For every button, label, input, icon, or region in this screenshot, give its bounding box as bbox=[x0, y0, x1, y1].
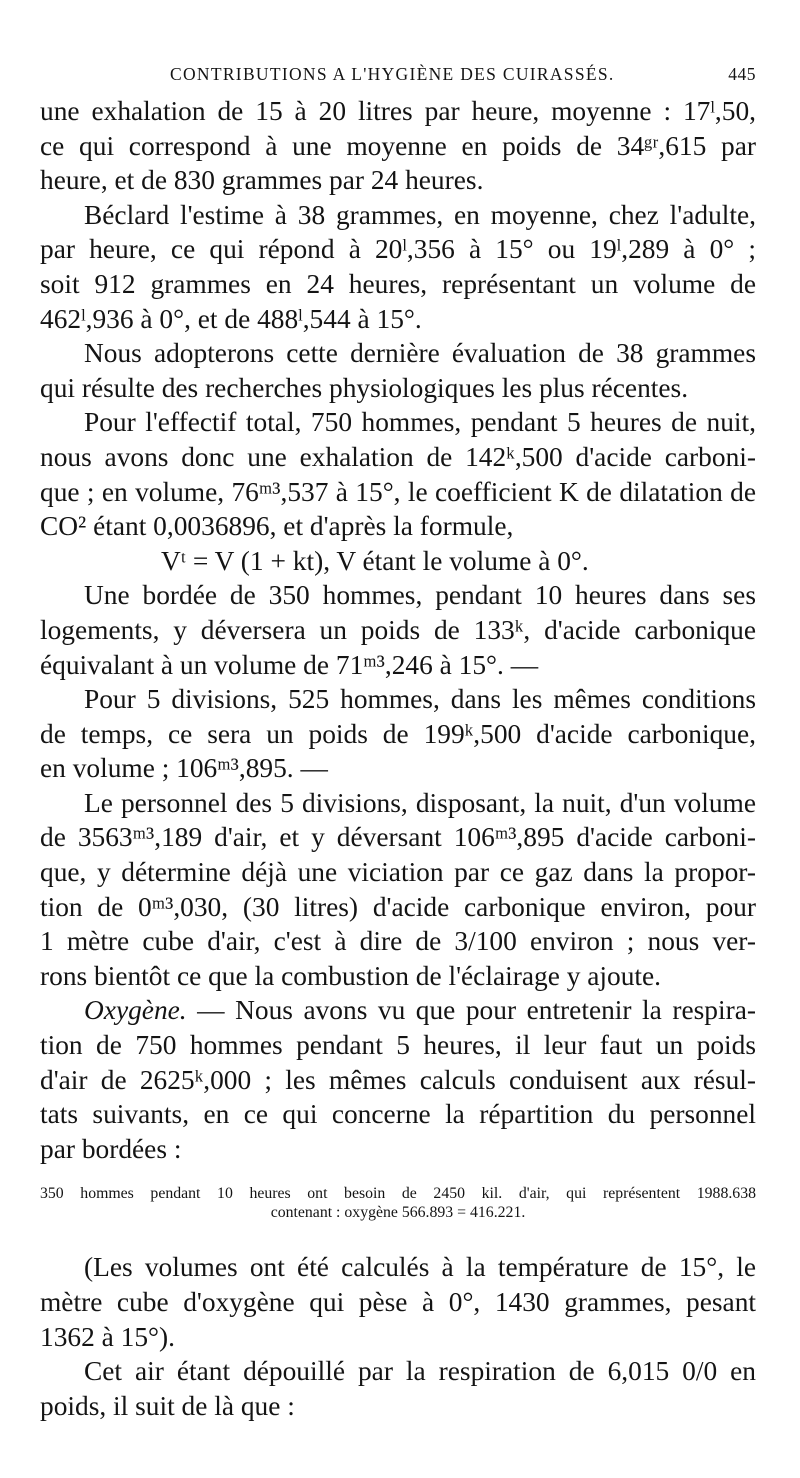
text-line: que ; en volume, 76ᵐ³,537 à 15°, le coefficient K de dilatation de bbox=[40, 476, 756, 507]
paragraph-beclard bbox=[40, 198, 756, 336]
page-body bbox=[40, 94, 756, 1423]
header-title: CONTRIBUTIONS A L'HYGIÈNE DES CUIRASSÉS. bbox=[170, 64, 615, 84]
text-line: 1 mètre cube d'air, c'est à dire de 3/100 environ ; nous ver- bbox=[40, 926, 756, 957]
text-line: Pour 5 divisions, 525 hommes, dans les mêmes conditions bbox=[84, 684, 756, 715]
text-line: 462ˡ,936 à 0°, et de 488ˡ,544 à 15°. bbox=[40, 303, 422, 334]
text-line: que, y détermine déjà une viciation par ce gaz dans la propor- bbox=[40, 857, 756, 888]
text-line: logements, y déversera un poids de 133ᵏ, d'acide carbonique bbox=[40, 614, 756, 645]
text-line: équivalant à un volume de 71ᵐ³,246 à 15°. — bbox=[40, 649, 539, 680]
text-line: de 3563ᵐ³,189 d'air, et y déversant 106ᵐ³,895 d'acide carboni- bbox=[40, 822, 756, 853]
text-line: tion de 0ᵐ³,030, (30 litres) d'acide carbonique environ, pour bbox=[40, 891, 756, 922]
text-line: en volume ; 106ᵐ³,895. — bbox=[40, 753, 328, 784]
text-line: d'air de 2625ᵏ,000 ; les mêmes calculs conduisent aux résul- bbox=[40, 1064, 756, 1095]
text-line: CO² étant 0,0036896, et d'après la formule, bbox=[40, 511, 514, 542]
text-run: — Nous avons vu que pour entretenir la respira- bbox=[186, 995, 756, 1026]
book-page bbox=[40, 64, 756, 1423]
text-line: tion de 750 hommes pendant 5 heures, il leur faut un poids bbox=[40, 1030, 756, 1061]
text-line: Le personnel des 5 divisions, disposant, la nuit, d'un volume bbox=[84, 787, 756, 818]
paragraph-oxygene bbox=[40, 993, 756, 1166]
italic-heading: Oxygène. bbox=[84, 995, 187, 1026]
formula: Vᵗ = V (1 + kt), V étant le volume à 0°. bbox=[161, 545, 589, 576]
text-line: Cet air étant dépouillé par la respiration de 6,015 0/0 en bbox=[84, 1356, 756, 1387]
paragraph-volumes bbox=[40, 1250, 756, 1354]
text-line: soit 912 grammes en 24 heures, représentant un volume de bbox=[40, 268, 756, 299]
text-line: par bordées : bbox=[40, 1133, 182, 1164]
text-line: qui résulte des recherches physiologiques les plus récentes. bbox=[40, 372, 689, 403]
text-line: Pour l'effectif total, 750 hommes, pendant 5 heures de nuit, bbox=[84, 407, 756, 438]
note-line: contenant : oxygène 566.893 = 416.221. bbox=[270, 1204, 526, 1222]
text-line: Béclard l'estime à 38 grammes, en moyenne, chez l'adulte, bbox=[84, 199, 756, 230]
text-line bbox=[40, 993, 756, 1028]
paragraph-bordee bbox=[40, 578, 756, 682]
text-line: 1362 à 15°). bbox=[40, 1321, 175, 1352]
text-line: mètre cube d'oxygène qui pèse à 0°, 1430 grammes, pesant bbox=[40, 1287, 756, 1317]
paragraph-exhalation bbox=[40, 94, 756, 198]
text-line: une exhalation de 15 à 20 litres par heure, moyenne : 17ˡ,50, bbox=[40, 96, 756, 126]
text-line: poids, il suit de là que : bbox=[40, 1390, 295, 1421]
spacer bbox=[40, 1222, 756, 1250]
paragraph-personnel bbox=[40, 786, 756, 994]
text-line: (Les volumes ont été calculés à la température de 15°, le bbox=[84, 1252, 756, 1283]
paragraph-divisions bbox=[40, 682, 756, 786]
text-line: par heure, ce qui répond à 20ˡ,356 à 15° ou 19ˡ,289 à 0° ; bbox=[40, 234, 756, 265]
text-line: ce qui correspond à une moyenne en poids de 34ᵍʳ,615 par bbox=[40, 130, 756, 161]
paragraph-effectif bbox=[40, 405, 756, 543]
text-line: nous avons donc une exhalation de 142ᵏ,500 d'acide carboni- bbox=[40, 441, 756, 472]
text-line: Nous adopterons cette dernière évaluation de 38 grammes bbox=[84, 338, 756, 369]
text-line: rons bientôt ce que la combustion de l'éclairage y ajoute. bbox=[40, 960, 662, 991]
text-line: tats suivants, en ce qui concerne la répartition du personnel bbox=[40, 1099, 756, 1130]
paragraph-adopterons bbox=[40, 336, 756, 405]
calculation-note bbox=[40, 1184, 756, 1222]
note-line: 350 hommes pendant 10 heures ont besoin de 2450 kil. d'air, qui représentent 1988.638 bbox=[40, 1185, 756, 1203]
text-line: de temps, ce sera un poids de 199ᵏ,500 d'acide carbonique, bbox=[40, 718, 756, 749]
page-number: 445 bbox=[728, 64, 756, 84]
running-header bbox=[40, 64, 756, 94]
text-line: heure, et de 830 grammes par 24 heures. bbox=[40, 165, 484, 196]
text-line: Une bordée de 350 hommes, pendant 10 heures dans ses bbox=[84, 580, 756, 611]
paragraph-air-depouille bbox=[40, 1354, 756, 1423]
